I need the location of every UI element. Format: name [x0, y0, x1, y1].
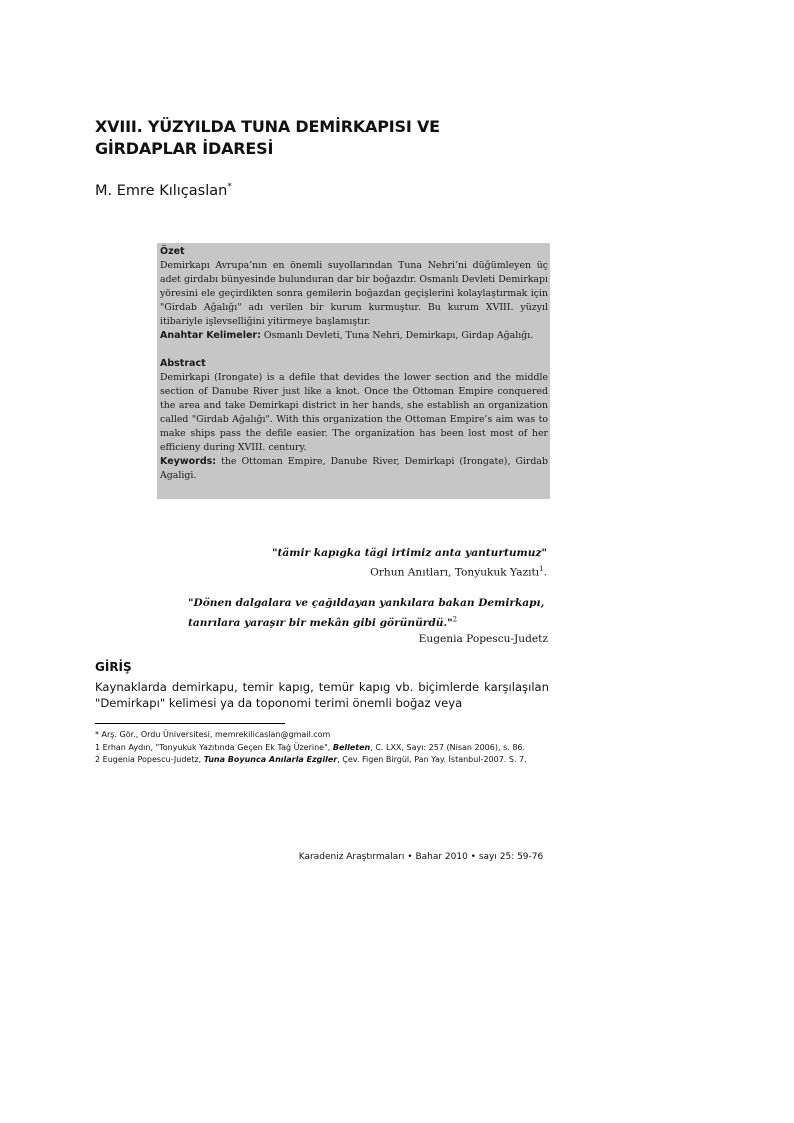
footnote-2-details: , Çev. Figen Birgül, Pan Yay. İstanbul-2007. S. 7.: [337, 755, 527, 764]
footnote-1-text: 1 Erhan Aydın, "Tonyukuk Yazıtında Geçen Ek Taġ Üzerine",: [95, 742, 331, 752]
ozet-text: Demirkapı Avrupa’nın en önemli suyollarından Tuna Nehri’ni düğümleyen üç adet girdabı bünyesinde bulunduran dar bir boğazdır. Osmanlı Devleti Demirkapı yöresini ele geçirdikten sonra gemilerin boğazdan geçişlerini kolaylaştırmak için "Girdab Ağalığı" adı verilen bir kurum kurmuştur. Bu kurum XVIII. yüzyıl itibariyle işlevselliğini yitirmeye başlamıştır.: [160, 260, 548, 327]
epigraph-1-source-line: Orhun Anıtları, Tonyukuk Yazıtı$^1$.: [370, 565, 547, 579]
footnote-author: * Arş. Gör., Ordu Üniversitesi, memrekilicaslan@gmail.com: [95, 730, 331, 739]
epigraph-1-quote: "tämir kapıgka tägi irtimiz anta yanturtumuz": [271, 547, 547, 559]
epigraph-2-quote: "Dönen dalgalara ve çağıldayan yankılara bakan Demirkapı, tanrılara yaraşır bir mekân gibi görünürdü.": [188, 597, 545, 629]
page-footer: Karadeniz Araştırmaları • Bahar 2010 • sayı 25: 59-76: [298, 852, 544, 862]
abstract-text: Demirkapi (Irongate) is a defile that devides the lower section and the middle section of Danube River just like a knot. Once the Ottoman Empire conquered the area and take Demirkapi district in her hands, she establish an organization called "Girdab Ağalığı". With this organization the Ottoman Empire’s aim was to make ships pass the defile easier. The organization has been lost most of her efficieny during XVIII. century.: [160, 372, 548, 453]
epigraph-2-quote-line: [188, 597, 544, 629]
section-heading: GİRİŞ: [95, 660, 132, 674]
footnote-divider: [95, 723, 285, 724]
ozet-heading: Özet: [160, 246, 185, 257]
footnote-2-book: Tuna Boyunca Anılarla Ezgiler: [203, 755, 338, 764]
footnote-1-journal: Belleten: [332, 742, 371, 752]
epigraph-2-source: Eugenia Popescu-Judetz: [418, 632, 548, 645]
footnote-2: [95, 754, 549, 767]
ozet-keywords-value: Osmanlı Devleti, Tuna Nehri, Demirkapı, Girdap Ağalığı.: [263, 330, 534, 341]
abstract-keywords-label: Keywords:: [160, 456, 217, 467]
footnote-1-details: , C. LXX, Sayı: 257 (Nisan 2006), s. 86.: [370, 742, 526, 752]
footnote-2-text: 2 Eugenia Popescu-Judetz,: [95, 755, 202, 764]
abstract-heading: Abstract: [160, 358, 206, 369]
ozet-keywords: [160, 329, 548, 343]
title-line-2: GİRDAPLAR İDARESİ: [95, 139, 274, 158]
footnote-1: [95, 742, 549, 755]
ozet-keywords-label: Anahtar Kelimeler:: [160, 330, 261, 341]
epigraph-1: [272, 545, 547, 581]
body-paragraph: Kaynaklarda demirkapu, temir kapıg, temür kapıg vb. biçimlerde karşılaşılan "Demirkapı" kelimesi ya da toponomi terimi önemli boğaz veya: [95, 680, 549, 710]
epigraph-1-note: 1: [539, 565, 544, 573]
abstract-keywords-value: the Ottoman Empire, Danube River, Demirkapi (Irongate), Girdab Agaligi.: [160, 456, 549, 481]
author-footnote-mark: *: [227, 182, 232, 192]
author-name: M. Emre Kılıçaslan: [95, 182, 228, 199]
epigraph-2-note: 2: [452, 615, 458, 623]
abstract-box: [157, 243, 550, 499]
epigraph-2: [188, 595, 548, 647]
epigraph-1-source: Orhun Anıtları, Tonyukuk Yazıtı: [370, 566, 540, 579]
abstract-keywords: [160, 455, 548, 483]
title-line-1: XVIII. YÜZYILDA TUNA DEMİRKAPISI VE: [95, 117, 440, 136]
author: [95, 182, 232, 199]
paper-title: [95, 116, 515, 160]
footnotes: [95, 729, 549, 767]
